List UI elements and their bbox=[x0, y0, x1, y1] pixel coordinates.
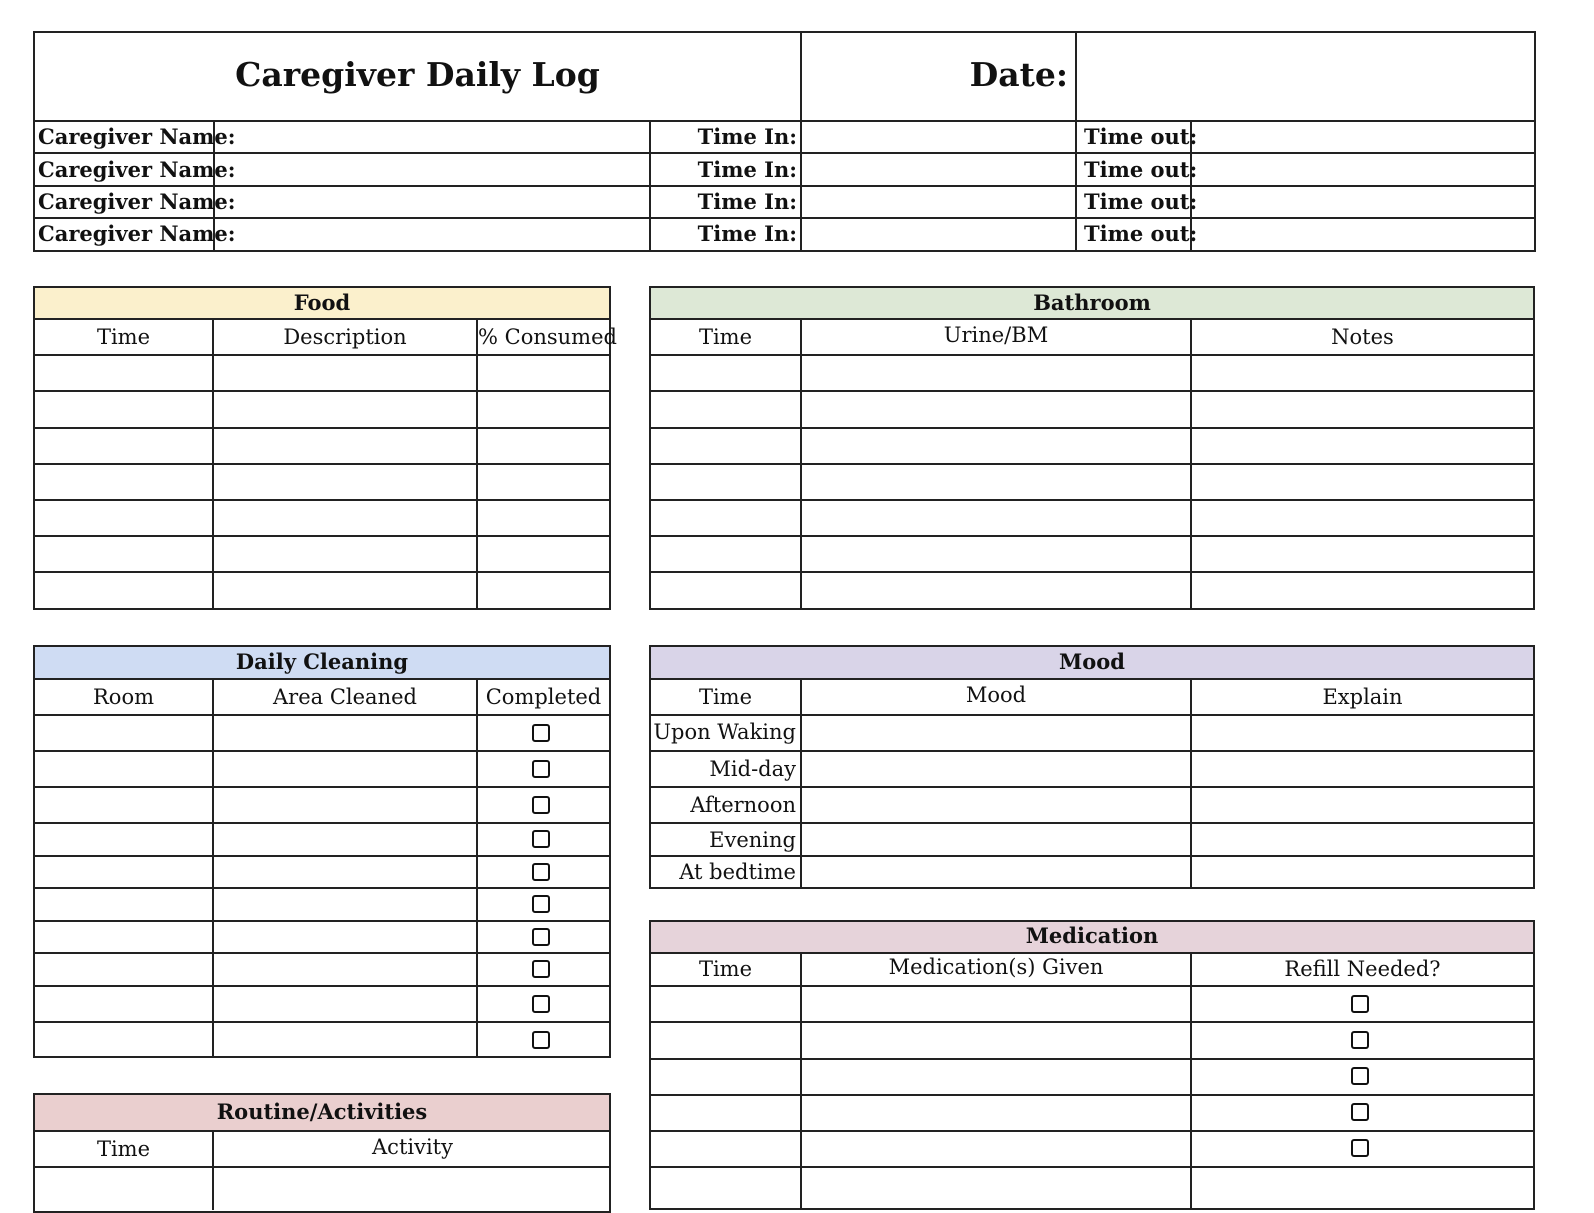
routine-col-activity: Activity bbox=[372, 1135, 453, 1159]
time-out-field[interactable] bbox=[1192, 122, 1534, 152]
cleaning-col-completed: Completed bbox=[485, 685, 602, 709]
checkbox-icon[interactable] bbox=[532, 830, 550, 848]
bathroom-col-urine-bm: Urine/BM bbox=[943, 323, 1049, 347]
cleaning-col-area: Area Cleaned bbox=[273, 685, 417, 709]
medication-col-given: Medication(s) Given bbox=[888, 955, 1104, 979]
checkbox-icon[interactable] bbox=[532, 796, 550, 814]
mood-row-label: Mid-day bbox=[709, 757, 796, 781]
caregiver-name-field[interactable] bbox=[215, 154, 649, 185]
caregiver-name-field[interactable] bbox=[215, 122, 649, 152]
caregiver-name-label: Caregiver Name: bbox=[38, 189, 236, 214]
date-field[interactable] bbox=[1077, 33, 1534, 120]
mood-row-label: At bedtime bbox=[679, 860, 796, 884]
mood-col-mood: Mood bbox=[965, 683, 1027, 707]
checkbox-icon[interactable] bbox=[532, 863, 550, 881]
food-col-consumed: % Consumed bbox=[478, 325, 617, 349]
caregiver-name-label: Caregiver Name: bbox=[38, 157, 236, 182]
time-in-field[interactable] bbox=[802, 154, 1075, 185]
cleaning-col-room: Room bbox=[92, 685, 154, 709]
food-title: Food bbox=[293, 290, 351, 315]
checkbox-icon[interactable] bbox=[1351, 995, 1369, 1013]
time-in-field[interactable] bbox=[802, 122, 1075, 152]
routine-col-time: Time bbox=[96, 1137, 151, 1161]
medication-col-refill: Refill Needed? bbox=[1284, 957, 1441, 981]
checkbox-icon[interactable] bbox=[532, 995, 550, 1013]
food-col-description: Description bbox=[283, 325, 407, 349]
checkbox-icon[interactable] bbox=[1351, 1067, 1369, 1085]
medication-col-time: Time bbox=[698, 957, 753, 981]
medication-title: Medication bbox=[1025, 923, 1159, 948]
checkbox-icon[interactable] bbox=[532, 895, 550, 913]
time-in-field[interactable] bbox=[802, 219, 1075, 250]
mood-title: Mood bbox=[1059, 649, 1125, 674]
mood-row-label: Upon Waking bbox=[653, 720, 796, 744]
mood-col-explain: Explain bbox=[1322, 685, 1403, 709]
checkbox-icon[interactable] bbox=[1351, 1103, 1369, 1121]
time-out-label: Time out: bbox=[1084, 221, 1198, 246]
bathroom-col-time: Time bbox=[698, 325, 753, 349]
checkbox-icon[interactable] bbox=[532, 760, 550, 778]
checkbox-icon[interactable] bbox=[1351, 1139, 1369, 1157]
time-in-label: Time In: bbox=[697, 124, 797, 149]
checkbox-icon[interactable] bbox=[532, 724, 550, 742]
mood-col-time: Time bbox=[698, 685, 753, 709]
time-out-label: Time out: bbox=[1084, 124, 1198, 149]
caregiver-name-field[interactable] bbox=[215, 219, 649, 250]
time-in-label: Time In: bbox=[697, 221, 797, 246]
mood-row-label: Evening bbox=[709, 828, 796, 852]
caregiver-name-label: Caregiver Name: bbox=[38, 124, 236, 149]
time-out-field[interactable] bbox=[1192, 154, 1534, 185]
food-col-time: Time bbox=[96, 325, 151, 349]
time-out-field[interactable] bbox=[1192, 219, 1534, 250]
time-in-label: Time In: bbox=[697, 189, 797, 214]
caregiver-name-field[interactable] bbox=[215, 187, 649, 217]
page-title: Caregiver Daily Log bbox=[235, 55, 600, 94]
checkbox-icon[interactable] bbox=[532, 960, 550, 978]
bathroom-col-notes: Notes bbox=[1331, 325, 1394, 349]
checkbox-icon[interactable] bbox=[532, 928, 550, 946]
time-out-label: Time out: bbox=[1084, 189, 1198, 214]
cleaning-title: Daily Cleaning bbox=[235, 649, 409, 674]
mood-row-label: Afternoon bbox=[690, 793, 796, 817]
checkbox-icon[interactable] bbox=[532, 1031, 550, 1049]
routine-title: Routine/Activities bbox=[216, 1099, 428, 1124]
bathroom-title: Bathroom bbox=[1033, 290, 1151, 315]
time-out-field[interactable] bbox=[1192, 187, 1534, 217]
checkbox-icon[interactable] bbox=[1351, 1031, 1369, 1049]
caregiver-name-label: Caregiver Name: bbox=[38, 221, 236, 246]
time-out-label: Time out: bbox=[1084, 157, 1198, 182]
time-in-field[interactable] bbox=[802, 187, 1075, 217]
time-in-label: Time In: bbox=[697, 157, 797, 182]
date-label: Date: bbox=[969, 55, 1068, 94]
